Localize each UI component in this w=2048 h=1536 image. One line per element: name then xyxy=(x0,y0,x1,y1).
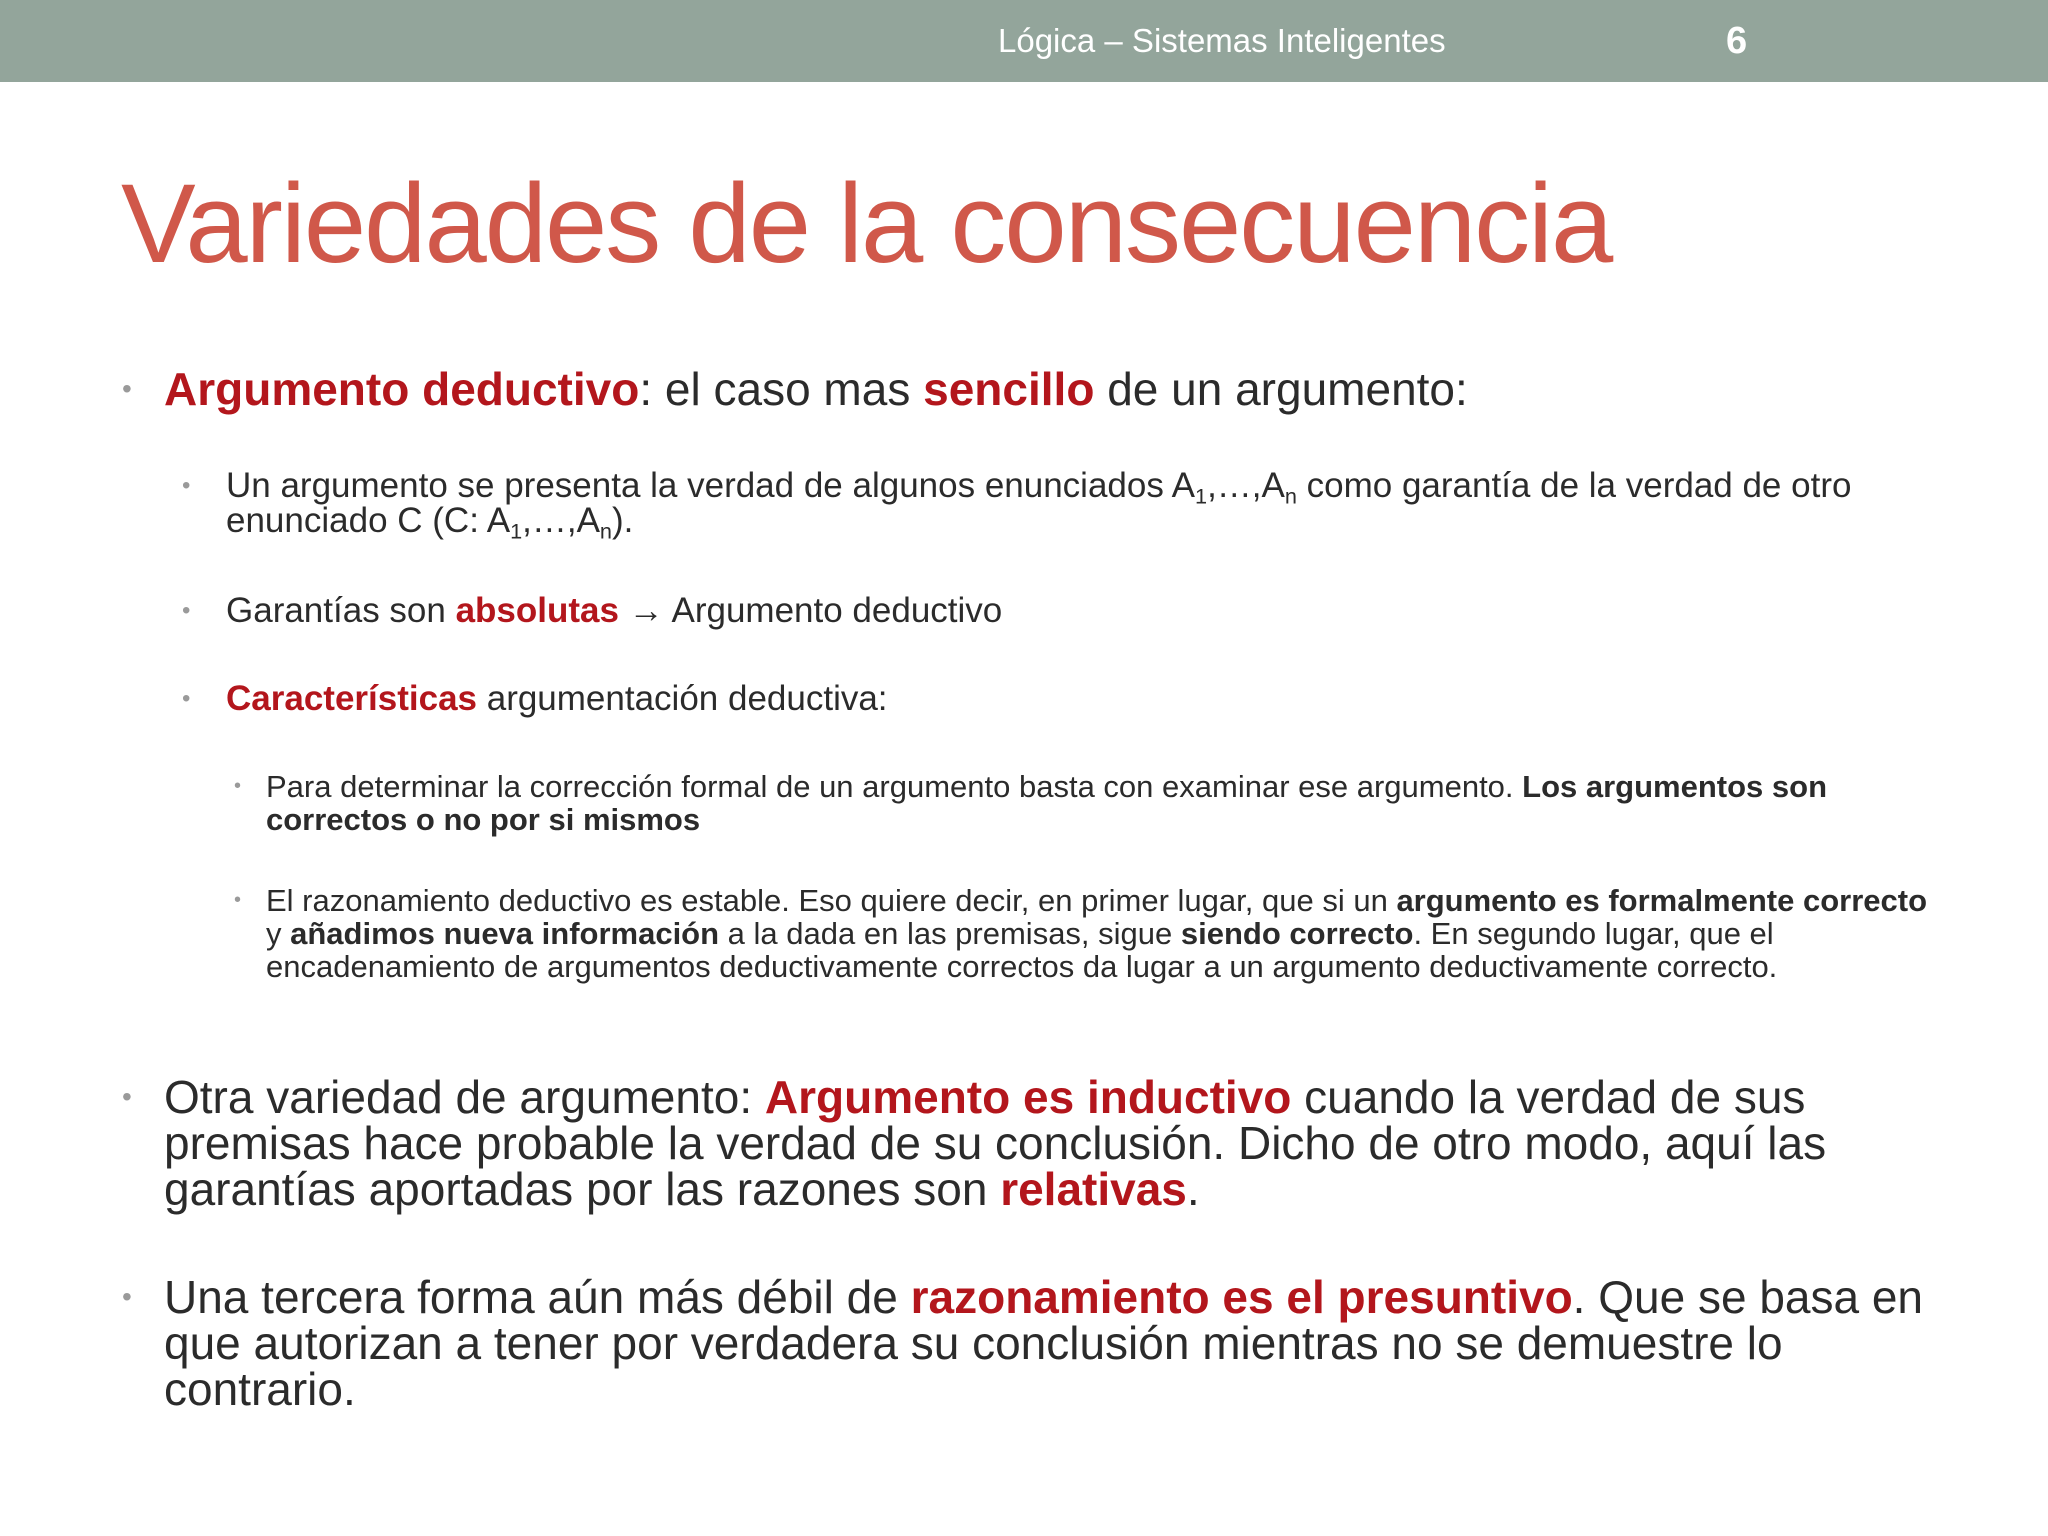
bullet-razonamiento-presuntivo: • Una tercera forma aún más débil de razonamiento es el presuntivo. Que se basa en que autorizan a tener por verdadera su conclusión mientras no se demuestre lo contrario. xyxy=(122,1271,1924,1415)
header-title: Lógica – Sistemas Inteligentes xyxy=(998,22,1446,59)
bullet-argumento-deductivo: • Argumento deductivo: el caso mas sencillo de un argumento: xyxy=(122,363,1468,415)
slide-title: Variedades de la consecuencia xyxy=(121,161,1612,286)
arrow-right-icon: → xyxy=(618,591,672,630)
bullet-icon: • xyxy=(182,472,191,499)
bullet-icon: • xyxy=(122,1281,132,1312)
bullet-icon: • xyxy=(182,685,191,712)
slide-number: 6 xyxy=(1726,20,1748,62)
header-bar xyxy=(0,0,2048,82)
subsubbullet-razonamiento-estable: • El razonamiento deductivo es estable. Eso quiere decir, en primer lugar, que si un argumento es formalmente correcto y añadimos nueva información a la dada en las premisas, sigue siendo correcto. En segundo lugar, que el encadenamiento de argumentos deductivamente correctos da lugar a un argumento deductivamente correcto. xyxy=(234,883,1928,984)
subsubbullet-correccion-formal: • Para determinar la corrección formal de un argumento basta con examinar ese argumento. Los argumentos son correctos o no por si mismos xyxy=(234,769,1828,837)
bullet-icon: • xyxy=(234,889,242,911)
bullet-icon: • xyxy=(122,1081,132,1112)
subbullet-definicion-argumento: • Un argumento se presenta la verdad de algunos enunciados $A_1,\dots,A_n$ como garantía de la verdad de otro enunciado C (C: $A_1,\dots,A_n$). xyxy=(182,466,1852,544)
bullet-icon: • xyxy=(182,597,191,624)
subbullet-caracteristicas: • Características argumentación deductiva: xyxy=(182,679,888,718)
bullet-icon: • xyxy=(122,373,132,404)
bullet-argumento-inductivo: • Otra variedad de argumento: Argumento es inductivo cuando la verdad de sus premisas hace probable la verdad de su conclusión. Dicho de otro modo, aquí las garantías aportadas por las razones son relativas. xyxy=(122,1071,1827,1215)
subbullet-garantias-absolutas: • Garantías son absolutas → Argumento deductivo xyxy=(182,591,1003,630)
bullet-icon: • xyxy=(234,775,242,797)
